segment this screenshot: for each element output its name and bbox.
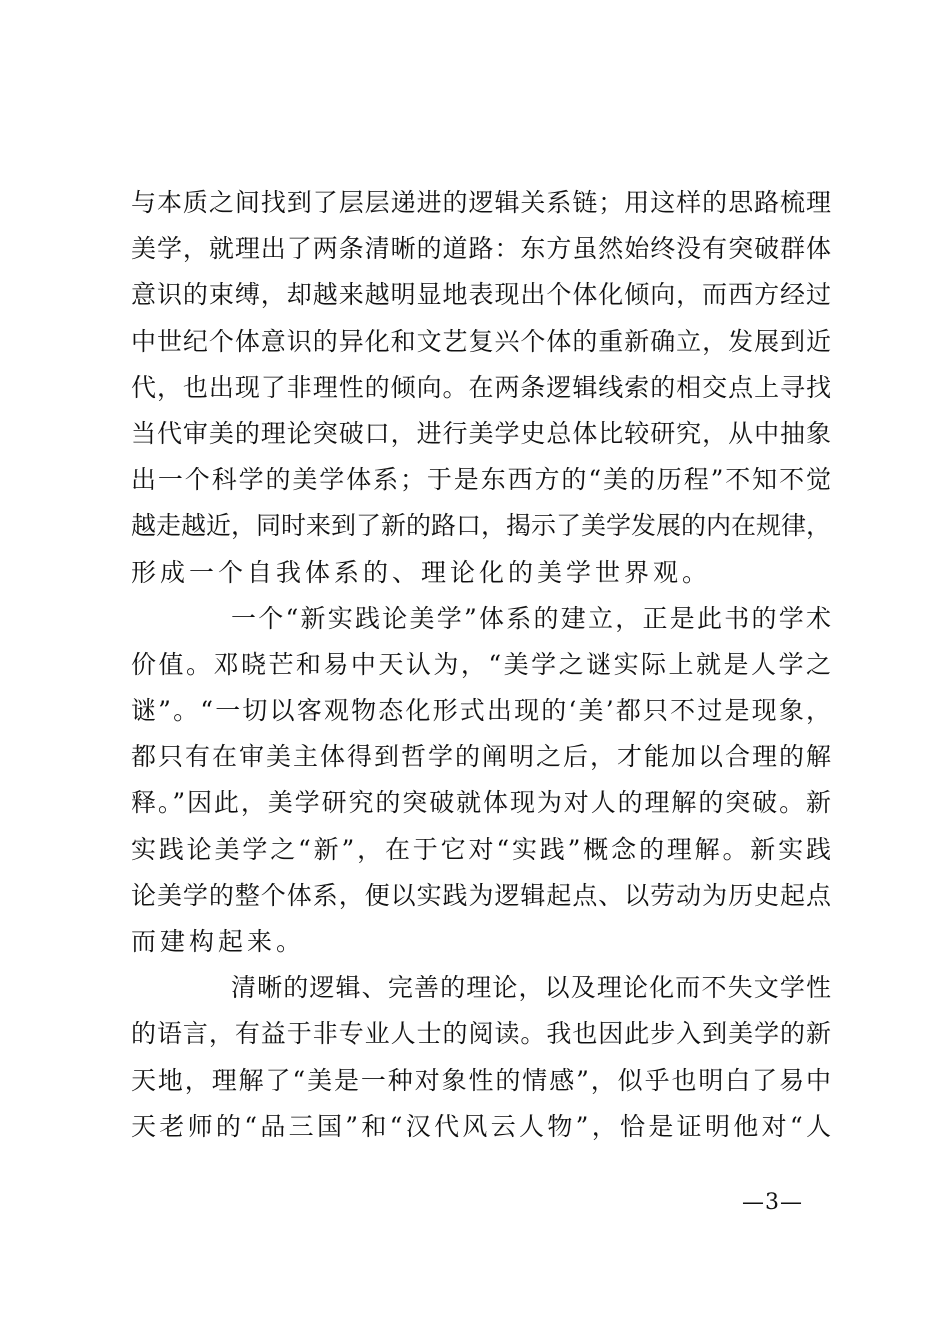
text-line: 的语言，有益于非专业人士的阅读。我也因此步入到美学的新 <box>131 1019 831 1049</box>
text-line: 释。”因此，美学研究的突破就体现为对人的理解的突破。新 <box>131 788 831 818</box>
text-line: 代，也出现了非理性的倾向。在两条逻辑线索的相交点上寻找 <box>131 372 831 402</box>
text-line: 形成一个自我体系的、理论化的美学世界观。 <box>131 557 712 587</box>
page-number: —3— <box>742 1190 803 1215</box>
text-line: 越走越近，同时来到了新的路口，揭示了美学发展的内在规律， <box>131 511 832 541</box>
text-line: 都只有在审美主体得到哲学的阐明之后，才能加以合理的解 <box>131 742 831 772</box>
text-line: 谜”。“一切以客观物态化形式出现的‘美’都只不过是现象， <box>131 696 831 726</box>
text-line: 中世纪个体意识的异化和文艺复兴个体的重新确立，发展到近 <box>131 326 831 356</box>
text-line: 价值。邓晓芒和易中天认为，“美学之谜实际上就是人学之 <box>131 649 831 679</box>
text-line: 当代审美的理论突破口，进行美学史总体比较研究，从中抽象 <box>131 418 831 448</box>
body-text <box>131 180 831 1150</box>
paragraph <box>131 180 831 596</box>
text-line: 天地，理解了“美是一种对象性的情感”，似乎也明白了易中 <box>131 1065 831 1095</box>
text-line: 论美学的整个体系，便以实践为逻辑起点、以劳动为历史起点 <box>131 880 831 910</box>
text-line: 意识的束缚，却越来越明显地表现出个体化倾向，而西方经过 <box>131 280 831 310</box>
text-line: 出一个科学的美学体系；于是东西方的“美的历程”不知不觉 <box>131 465 831 495</box>
text-line: 而建构起来。 <box>131 927 306 956</box>
paragraph <box>131 596 831 966</box>
text-line: 天老师的“品三国”和“汉代风云人物”，恰是证明他对“人 <box>131 1111 831 1141</box>
text-line: 一个“新实践论美学”体系的建立，正是此书的学术 <box>231 603 831 633</box>
text-line: 与本质之间找到了层层递进的逻辑关系链；用这样的思路梳理 <box>131 188 831 217</box>
text-line: 实践论美学之“新”，在于它对“实践”概念的理解。新实践 <box>131 834 831 864</box>
text-line: 美学，就理出了两条清晰的道路：东方虽然始终没有突破群体 <box>131 234 831 264</box>
text-line: 清晰的逻辑、完善的理论，以及理论化而不失文学性 <box>231 973 831 1003</box>
paragraph <box>131 965 831 1150</box>
